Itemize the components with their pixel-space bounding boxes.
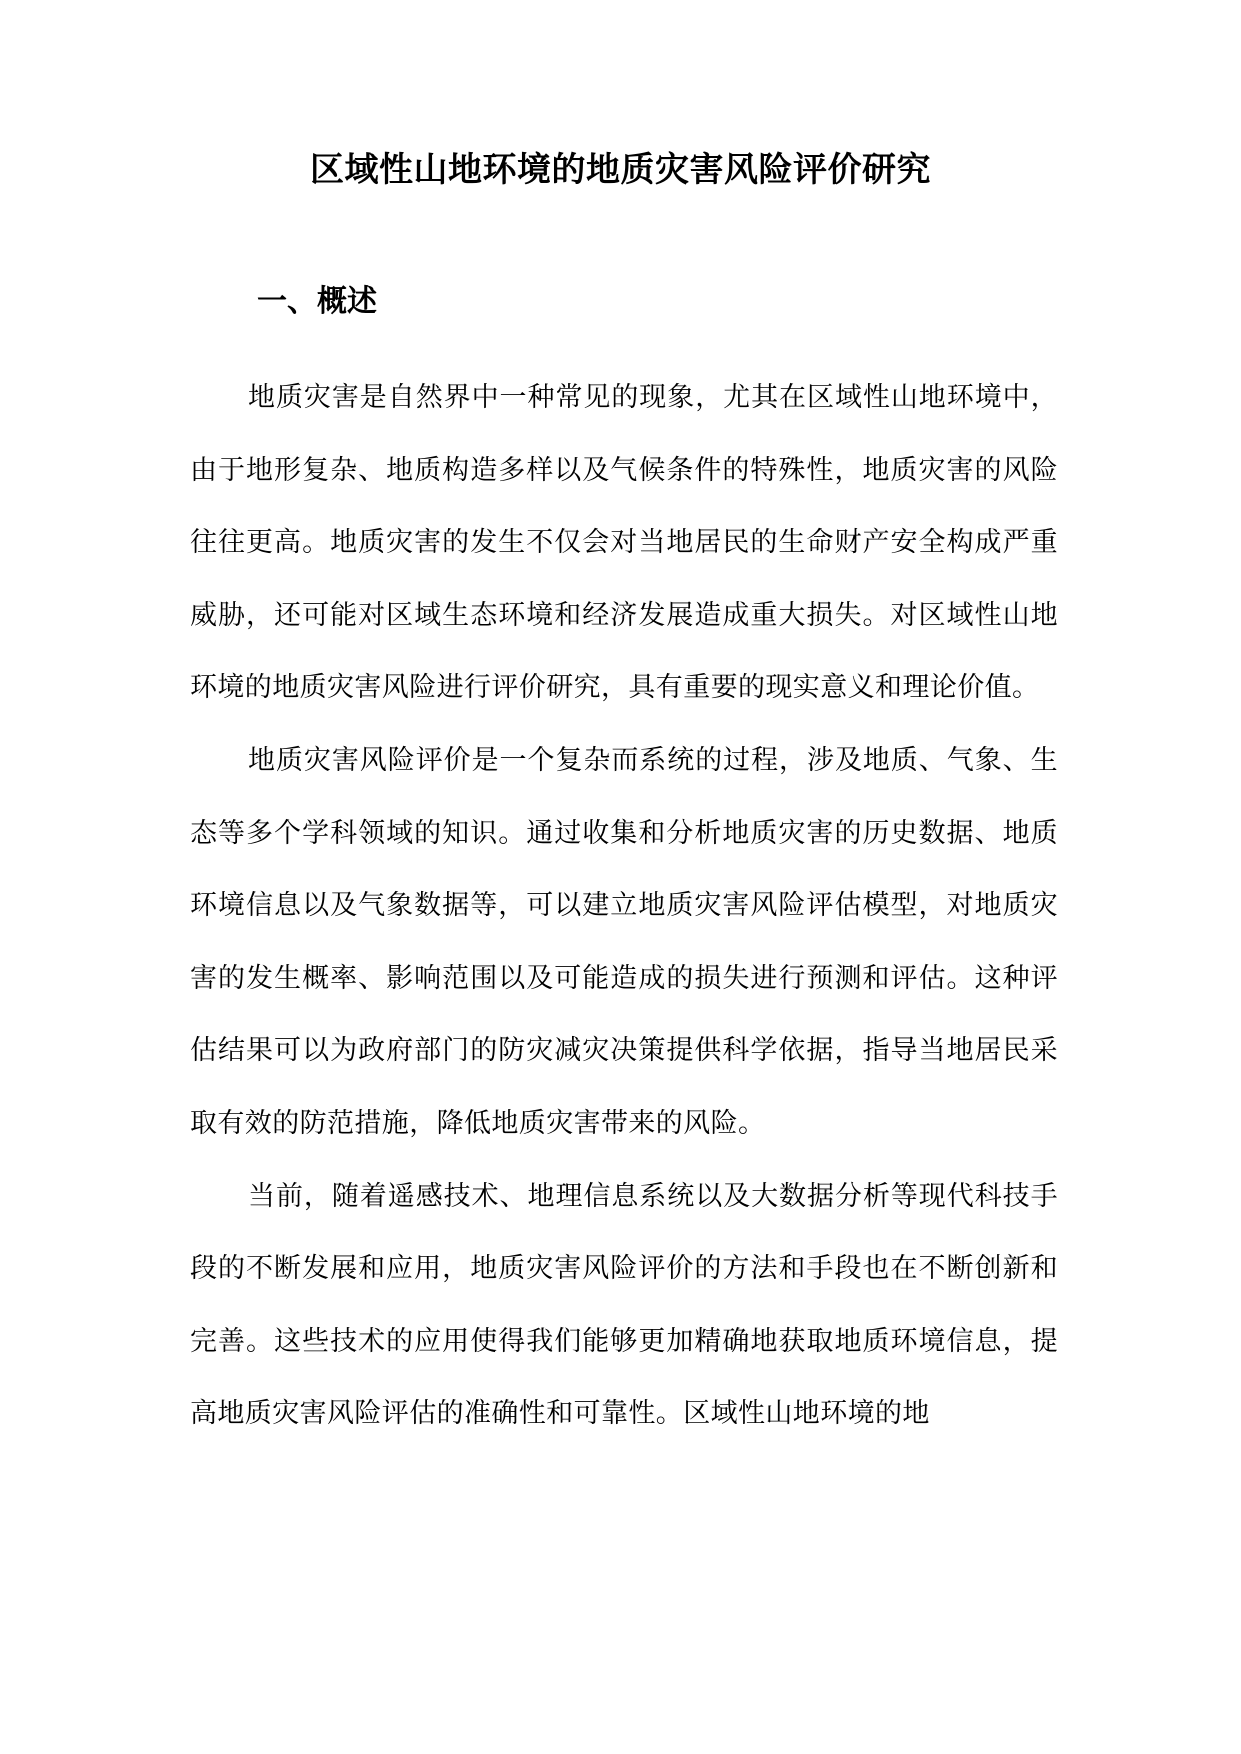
document-body: [190, 362, 1058, 1451]
section-heading: 一、概述: [257, 284, 377, 319]
paragraph: 当前，随着遥感技术、地理信息系统以及大数据分析等现代科技手段的不断发展和应用，地质灾害风险评价的方法和手段也在不断创新和完善。这些技术的应用使得我们能够更加精确地获取地质环境信息，提高地质灾害风险评估的准确性和可靠性。区域性山地环境的地: [190, 1180, 1058, 1430]
paragraph: 地质灾害是自然界中一种常见的现象，尤其在区域性山地环境中，由于地形复杂、地质构造多样以及气候条件的特殊性，地质灾害的风险往往更高。地质灾害的发生不仅会对当地居民的生命财产安全构成严重威胁，还可能对区域生态环境和经济发展造成重大损失。对区域性山地环境的地质灾害风险进行评价研究，具有重要的现实意义和理论价值。: [190, 382, 1058, 704]
paragraph: 地质灾害风险评价是一个复杂而系统的过程，涉及地质、气象、生态等多个学科领域的知识。通过收集和分析地质灾害的历史数据、地质环境信息以及气象数据等，可以建立地质灾害风险评估模型，对地质灾害的发生概率、影响范围以及可能造成的损失进行预测和评估。这种评估结果可以为政府部门的防灾减灾决策提供科学依据，指导当地居民采取有效的防范措施，降低地质灾害带来的风险。: [190, 744, 1058, 1139]
document-title: 区域性山地环境的地质灾害风险评价研究: [310, 150, 931, 190]
